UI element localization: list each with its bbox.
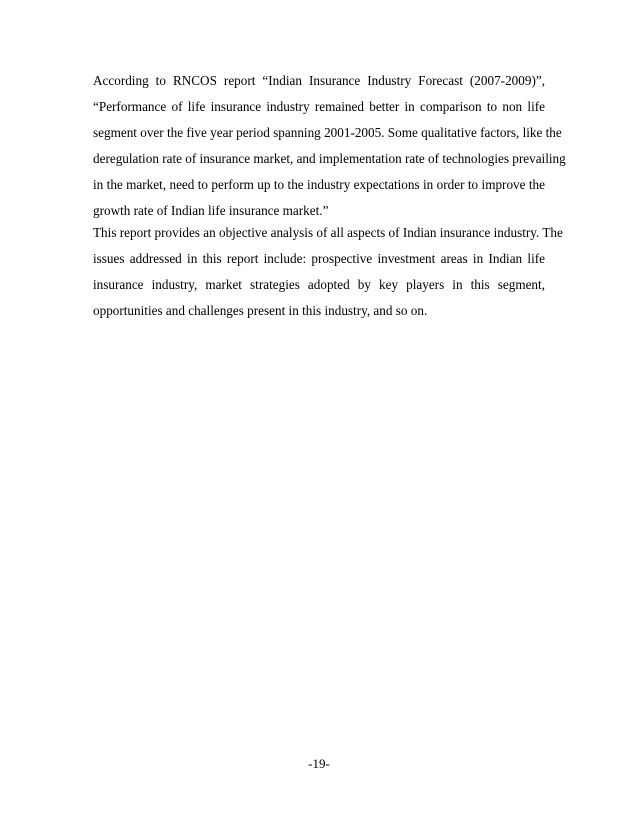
paragraph-line: in the market, need to perform up to the industry expectations in order to improve the (93, 177, 545, 192)
paragraph-line: issues addressed in this report include: prospective investment areas in Indian life (93, 251, 545, 266)
paragraph-line: segment over the five year period spanning 2001-2005. Some qualitative factors, like the (93, 125, 562, 140)
paragraph-line: growth rate of Indian life insurance market.” (93, 203, 329, 218)
page-number: -19- (308, 756, 330, 771)
paragraph-line: deregulation rate of insurance market, and implementation rate of technologies prevailing (93, 151, 566, 166)
paragraph-report-analysis (93, 220, 563, 324)
paragraph-line: According to RNCOS report “Indian Insurance Industry Forecast (2007-2009)”, (93, 73, 545, 88)
paragraph-line: “Performance of life insurance industry remained better in comparison to non life (93, 99, 545, 114)
paragraph-line: insurance industry, market strategies adopted by key players in this segment, (93, 277, 545, 292)
paragraph-line: opportunities and challenges present in this industry, and so on. (93, 303, 428, 318)
paragraph-line: This report provides an objective analysis of all aspects of Indian insurance industry. The (93, 225, 563, 240)
paragraph-rncos-report (93, 68, 566, 224)
